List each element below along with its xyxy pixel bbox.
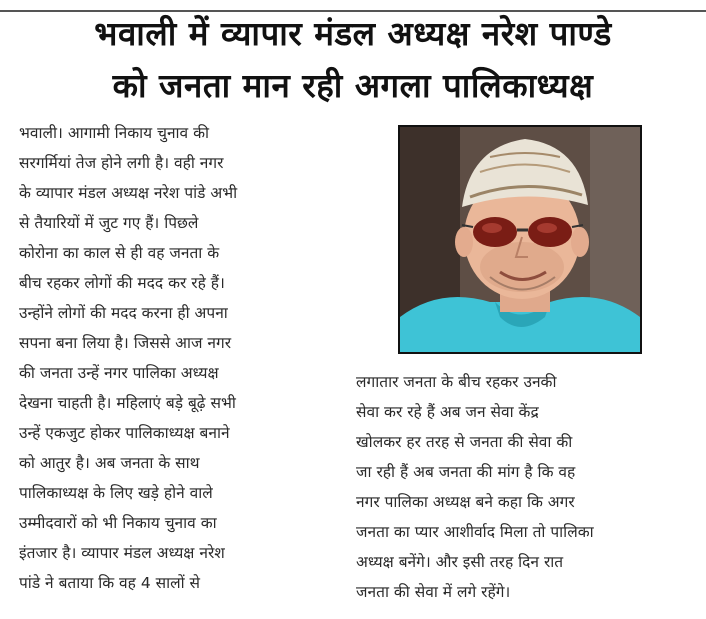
article-line: सेवा कर रहे हैं अब जन सेवा केंद्र <box>356 403 539 421</box>
article-line: नगर पालिका अध्यक्ष बने कहा कि अगर <box>356 493 575 511</box>
article-line: उन्हें एकजुट होकर पालिकाध्यक्ष बनाने <box>19 424 230 442</box>
article-line: जनता की सेवा में लगे रहेंगे। <box>356 583 511 601</box>
article-line: अध्यक्ष बनेंगे। और इसी तरह दिन रात <box>356 553 564 571</box>
article-line: को आतुर है। अब जनता के साथ <box>19 454 200 472</box>
article-line: जनता का प्यार आशीर्वाद मिला तो पालिका <box>356 523 594 541</box>
article-line: के व्यापार मंडल अध्यक्ष नरेश पांडे अभी <box>19 184 238 202</box>
article-line: उन्होंने लोगों की मदद करना ही अपना <box>19 304 228 322</box>
article-line: खोलकर हर तरह से जनता की सेवा की <box>356 433 573 451</box>
article-line: की जनता उन्हें नगर पालिका अध्यक्ष <box>19 364 219 382</box>
article-line: जा रही हैं अब जनता की मांग है कि वह <box>356 463 576 481</box>
article-line: बीच रहकर लोगों की मदद कर रहे हैं। <box>19 274 225 292</box>
article-line: कोरोना का काल से ही वह जनता के <box>19 244 220 262</box>
article-right-column <box>356 367 686 607</box>
portrait-illustration <box>400 127 640 352</box>
portrait-photo <box>398 125 642 354</box>
article-line: उम्मीदवारों को भी निकाय चुनाव का <box>19 514 217 532</box>
article-line: भवाली। आगामी निकाय चुनाव की <box>19 124 210 142</box>
article-line: लगातार जनता के बीच रहकर उनकी <box>356 373 557 391</box>
article-line: पालिकाध्यक्ष के लिए खड़े होने वाले <box>19 484 213 502</box>
article-line: सपना बना लिया है। जिससे आज नगर <box>19 334 232 352</box>
article-line: पांडे ने बताया कि वह 4 सालों से <box>19 574 201 592</box>
article-line: देखना चाहती है। महिलाएं बड़े बूढ़े सभी <box>19 394 236 412</box>
clipping-top-border <box>0 0 706 12</box>
headline-line-2: को जनता मान रही अगला पालिकाध्यक्ष <box>112 66 594 105</box>
article-left-column <box>19 118 335 598</box>
article-line: इंतजार है। व्यापार मंडल अध्यक्ष नरेश <box>19 544 225 562</box>
headline-line-1: भवाली में व्यापार मंडल अध्यक्ष नरेश पाण्डे <box>94 14 612 53</box>
article-line: सरगर्मियां तेज होने लगी है। वही नगर <box>19 154 224 172</box>
article-line: से तैयारियों में जुट गए हैं। पिछले <box>19 214 199 232</box>
